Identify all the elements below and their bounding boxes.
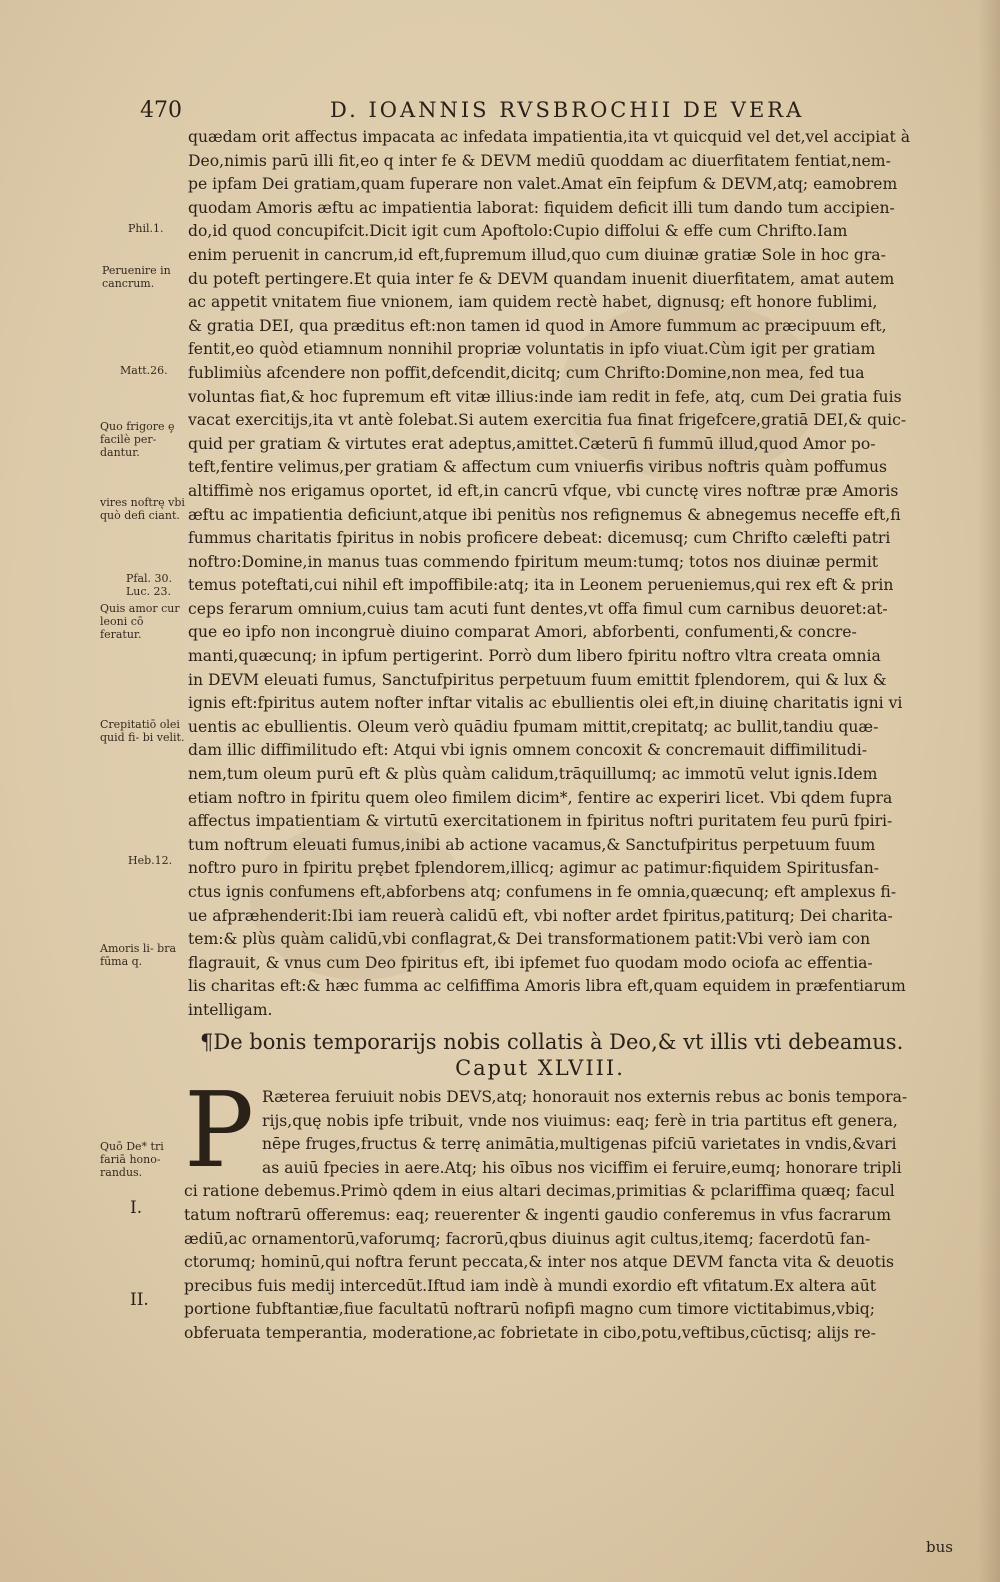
text-line: tem:& plùs quàm calidū,vbi conflagrat,& Dei transformationem patit:Vbi verò iam con xyxy=(188,930,871,949)
text-line: voluntas fiat,& hoc fupremum eft vitæ illius:inde iam redit in fefe, atq, cum Dei gratia fuis xyxy=(188,387,902,406)
text-line: fentit,eo quòd etiamnum nonnihil propriæ voluntatis in ipfo viuat.Cùm igit per gratiam xyxy=(188,340,876,359)
text-line: dam illic diffimilitudo eft: Atqui vbi ignis omnem concoxit & concremauit diffimilitudi- xyxy=(188,741,868,760)
text-line: fummus charitatis fpiritus in nobis proficere debeat: dicemusq; cum Chrifto cælefti patri xyxy=(188,529,891,548)
catchword: bus xyxy=(926,1538,953,1556)
text-line: precibus fuis medij intercedūt.Iftud iam indè à mundi exordio eft vfitatum.Ex altera aūt xyxy=(184,1276,877,1295)
text-line: uentis ac ebullientis. Oleum verò quādiu fpumam mittit,crepitatq; ac bullit,tandiu quæ- xyxy=(188,717,879,736)
text-line: nem,tum oleum purū eft & plùs quàm calidum,trāquillumq; ac immotū velut ignis.Idem xyxy=(188,765,878,784)
text-line: pe ipfam Dei gratiam,quam fuperare non valet.Amat eīn feipfum & DEVM,atq; eamobrem xyxy=(188,175,898,194)
text-line: que eo ipfo non incongruè diuino comparat Amori, abforbenti, confumenti,& concre- xyxy=(188,623,857,642)
margin-note: Matt.26. xyxy=(120,364,168,377)
text-line: rijs,quę nobis ipfe tribuit, vnde nos viuimus: eaq; ferè in tria partitus eft genera, xyxy=(262,1111,898,1130)
text-line: ac appetit vnitatem fiue vnionem, iam quidem rectè habet, dignusq; eft honore fublimi, xyxy=(188,293,878,312)
running-head: D. IOANNIS RVSBROCHII DE VERA xyxy=(330,98,805,122)
page-header xyxy=(140,98,840,126)
margin-note: Peruenire in cancrum. xyxy=(102,264,171,290)
page-edge-shadow xyxy=(978,0,1000,1582)
chapter-heading: ¶De bonis temporarijs nobis collatis à Deo,& vt illis vti debeamus. xyxy=(200,1030,904,1054)
text-line: tatum noftrarū offeremus: eaq; reuerenter & ingenti gaudio conferemus in vfus facrarum xyxy=(184,1205,892,1224)
text-line: quid per gratiam & virtutes erat adeptus,amittet.Cæterū fi fummū illud,quod Amor po- xyxy=(188,434,876,453)
text-line: noftro:Domine,in manus tuas commendo fpiritum meum:tumq; totos nos diuinæ permit xyxy=(188,552,879,571)
text-line: ædiū,ac ornamentorū,vaforumq; facrorū,qbus diuinus agit cultus,itemq; facerdotū fan- xyxy=(184,1229,871,1248)
text-line: manti,quæcunq; in ipfum pertigerint. Porrò dum libero fpiritu noftro vltra creata omnia xyxy=(188,647,881,666)
text-line: fublimiùs afcendere non poffit,defcendit,dicitq; cum Chrifto:Domine,non mea, fed tua xyxy=(188,363,865,382)
text-line: etiam noftro in fpiritu quem oleo fimilem dicim*, fentire ac experiri licet. Vbi qdem fupra xyxy=(188,788,893,807)
text-line: ci ratione debemus.Primò qdem in eius altari decimas,primitias & pclariffima quæq; facul xyxy=(184,1182,895,1201)
text-line: tum noftrum eleuati fumus,inibi ab actione vacamus,& Sanctufpiritus perpetuum fuum xyxy=(188,835,876,854)
text-line: flagrauit, & vnus cum Deo fpiritus eft, ibi ipfemet fuo quodam modo ociofa ac effentia- xyxy=(188,953,873,972)
chapter-text xyxy=(184,1069,964,1346)
section-numeral: I. xyxy=(130,1198,143,1218)
text-line: lis charitas eft:& hæc fumma ac celfiffima Amoris libra eft,quam equidem in præfentiarum xyxy=(188,977,906,996)
text-line: portione fubftantiæ,fiue facultatū noftrarū nofipfi magno cum timore victitabimus,vbiq; xyxy=(184,1300,876,1319)
text-line: Deo,nimis parū illi fit,eo q inter fe & DEVM mediū quoddam ac diuerfitatem fentiat,nem- xyxy=(188,151,891,170)
margin-note: vires noftrę vbi quò defi ciant. xyxy=(100,496,185,522)
margin-note: Crepitatiō olei quid fi- bi velit. xyxy=(100,718,185,744)
text-line: affectus impatientiam & virtutū exercitationem in fpiritus noftri puritatem feu purū fpiri- xyxy=(188,812,893,831)
margin-note: Quō De* tri fariā hono- randus. xyxy=(100,1140,164,1179)
section-numeral: II. xyxy=(130,1290,149,1310)
text-line: temus poteftati,cui nihil eft impoffibile:atq; ita in Leonem perueniemus,qui rex eft & prin xyxy=(188,576,894,595)
drop-cap-initial: P xyxy=(184,1069,254,1191)
text-line: obferuata temperantia, moderatione,ac fobrietate in cibo,potu,veftibus,cūctisq; alijs re- xyxy=(184,1323,876,1342)
text-line: æftu ac impatientia deficiunt,atque ibi penitùs nos refignemus & abnegemus neceffe eft,fi xyxy=(188,505,901,524)
text-line: teft,fentire velimus,per gratiam & affectum cum vniuerfis viribus noftris quàm poffumus xyxy=(188,458,888,477)
margin-note: Heb.12. xyxy=(128,854,173,867)
margin-note: Phil.1. xyxy=(128,222,164,235)
text-line: quædam orit affectus impacata ac infedata impatientia,ita vt quicquid vel det,vel accipiat à xyxy=(188,128,911,146)
text-line: as auiū fpecies in aere.Atq; his oībus nos viciffim ei feruire,eumq; honorare tripli xyxy=(262,1158,902,1177)
margin-note: Quis amor cur leoni cō feratur. xyxy=(100,602,180,641)
text-line: noftro puro in fpiritu prębet fplendorem,illicq; agimur ac patimur:fiquidem Spiritusfan- xyxy=(188,859,880,878)
text-line: do,id quod concupifcit.Dicit igit cum Apoftolo:Cupio diffolui & effe cum Chrifto.Iam xyxy=(188,222,848,241)
text-line: nēpe fruges,fructus & terrę animātia,multigenas pifciū varietates in vndis,&vari xyxy=(262,1135,897,1154)
text-line: enim peruenit in cancrum,id eft,fupremum illud,quo cum diuinæ gratiæ Sole in hoc gra- xyxy=(188,245,886,264)
text-line: ctus ignis confumens eft,abforbens atq; confumens in fe omnia,quæcunq; eft amplexus fi- xyxy=(188,883,897,901)
text-line: ue afpræhenderit:Ibi iam reuerà calidū eft, vbi nofter ardet fpiritus,patiturq; Dei charita- xyxy=(188,906,893,925)
text-line: du poteft pertingere.Et quia inter fe & DEVM quandam inuenit diuerfitatem, amat autem xyxy=(188,269,895,288)
text-line: vacat exercitijs,ita vt antè folebat.Si autem exercitia fua finat frigefcere,gratiā DEI,& quic- xyxy=(188,411,907,430)
text-line: & gratia DEI, qua præditus eft:non tamen id quod in Amore fummum ac præcipuum eft, xyxy=(188,316,887,335)
text-line: ceps ferarum omnium,cuius tam acuti funt dentes,vt offa fimul cum carnibus deuoret:at- xyxy=(188,599,888,618)
margin-note: Pfal. 30. Luc. 23. xyxy=(126,572,173,598)
body-text xyxy=(188,126,960,1023)
margin-note: Quo frigore ȩ facilè per- dantur. xyxy=(100,420,175,459)
text-line: intelligam. xyxy=(188,1000,273,1019)
text-line: altiffimè nos erigamus oportet, id eft,in cancrū vfque, vbi cunctę vires noftræ præ Amoris xyxy=(188,481,899,500)
margin-note: Amoris li- bra fūma q. xyxy=(100,942,177,968)
text-line: in DEVM eleuati fumus, Sanctufpiritus perpetuum fuum emittit fplendorem, qui & lux & xyxy=(188,670,887,689)
text-line: quodam Amoris æftu ac impatientia laborat: fiquidem deficit illi tum dando tum accipien- xyxy=(188,198,895,217)
text-line: Ræterea feruiuit nobis DEVS,atq; honorauit nos externis rebus ac bonis tempora- xyxy=(262,1088,908,1106)
text-line: ignis eft:fpiritus autem nofter inftar vitalis ac ebullientis olei eft,in diuinę charitatis igni vi xyxy=(188,694,903,713)
page-number: 470 xyxy=(140,98,182,123)
text-line: ctorumq; hominū,qui noftra ferunt peccata,& inter nos atque DEVM fancta vita & deuotis xyxy=(184,1253,894,1272)
chapter-number: Caput XLVIII. xyxy=(455,1056,625,1080)
